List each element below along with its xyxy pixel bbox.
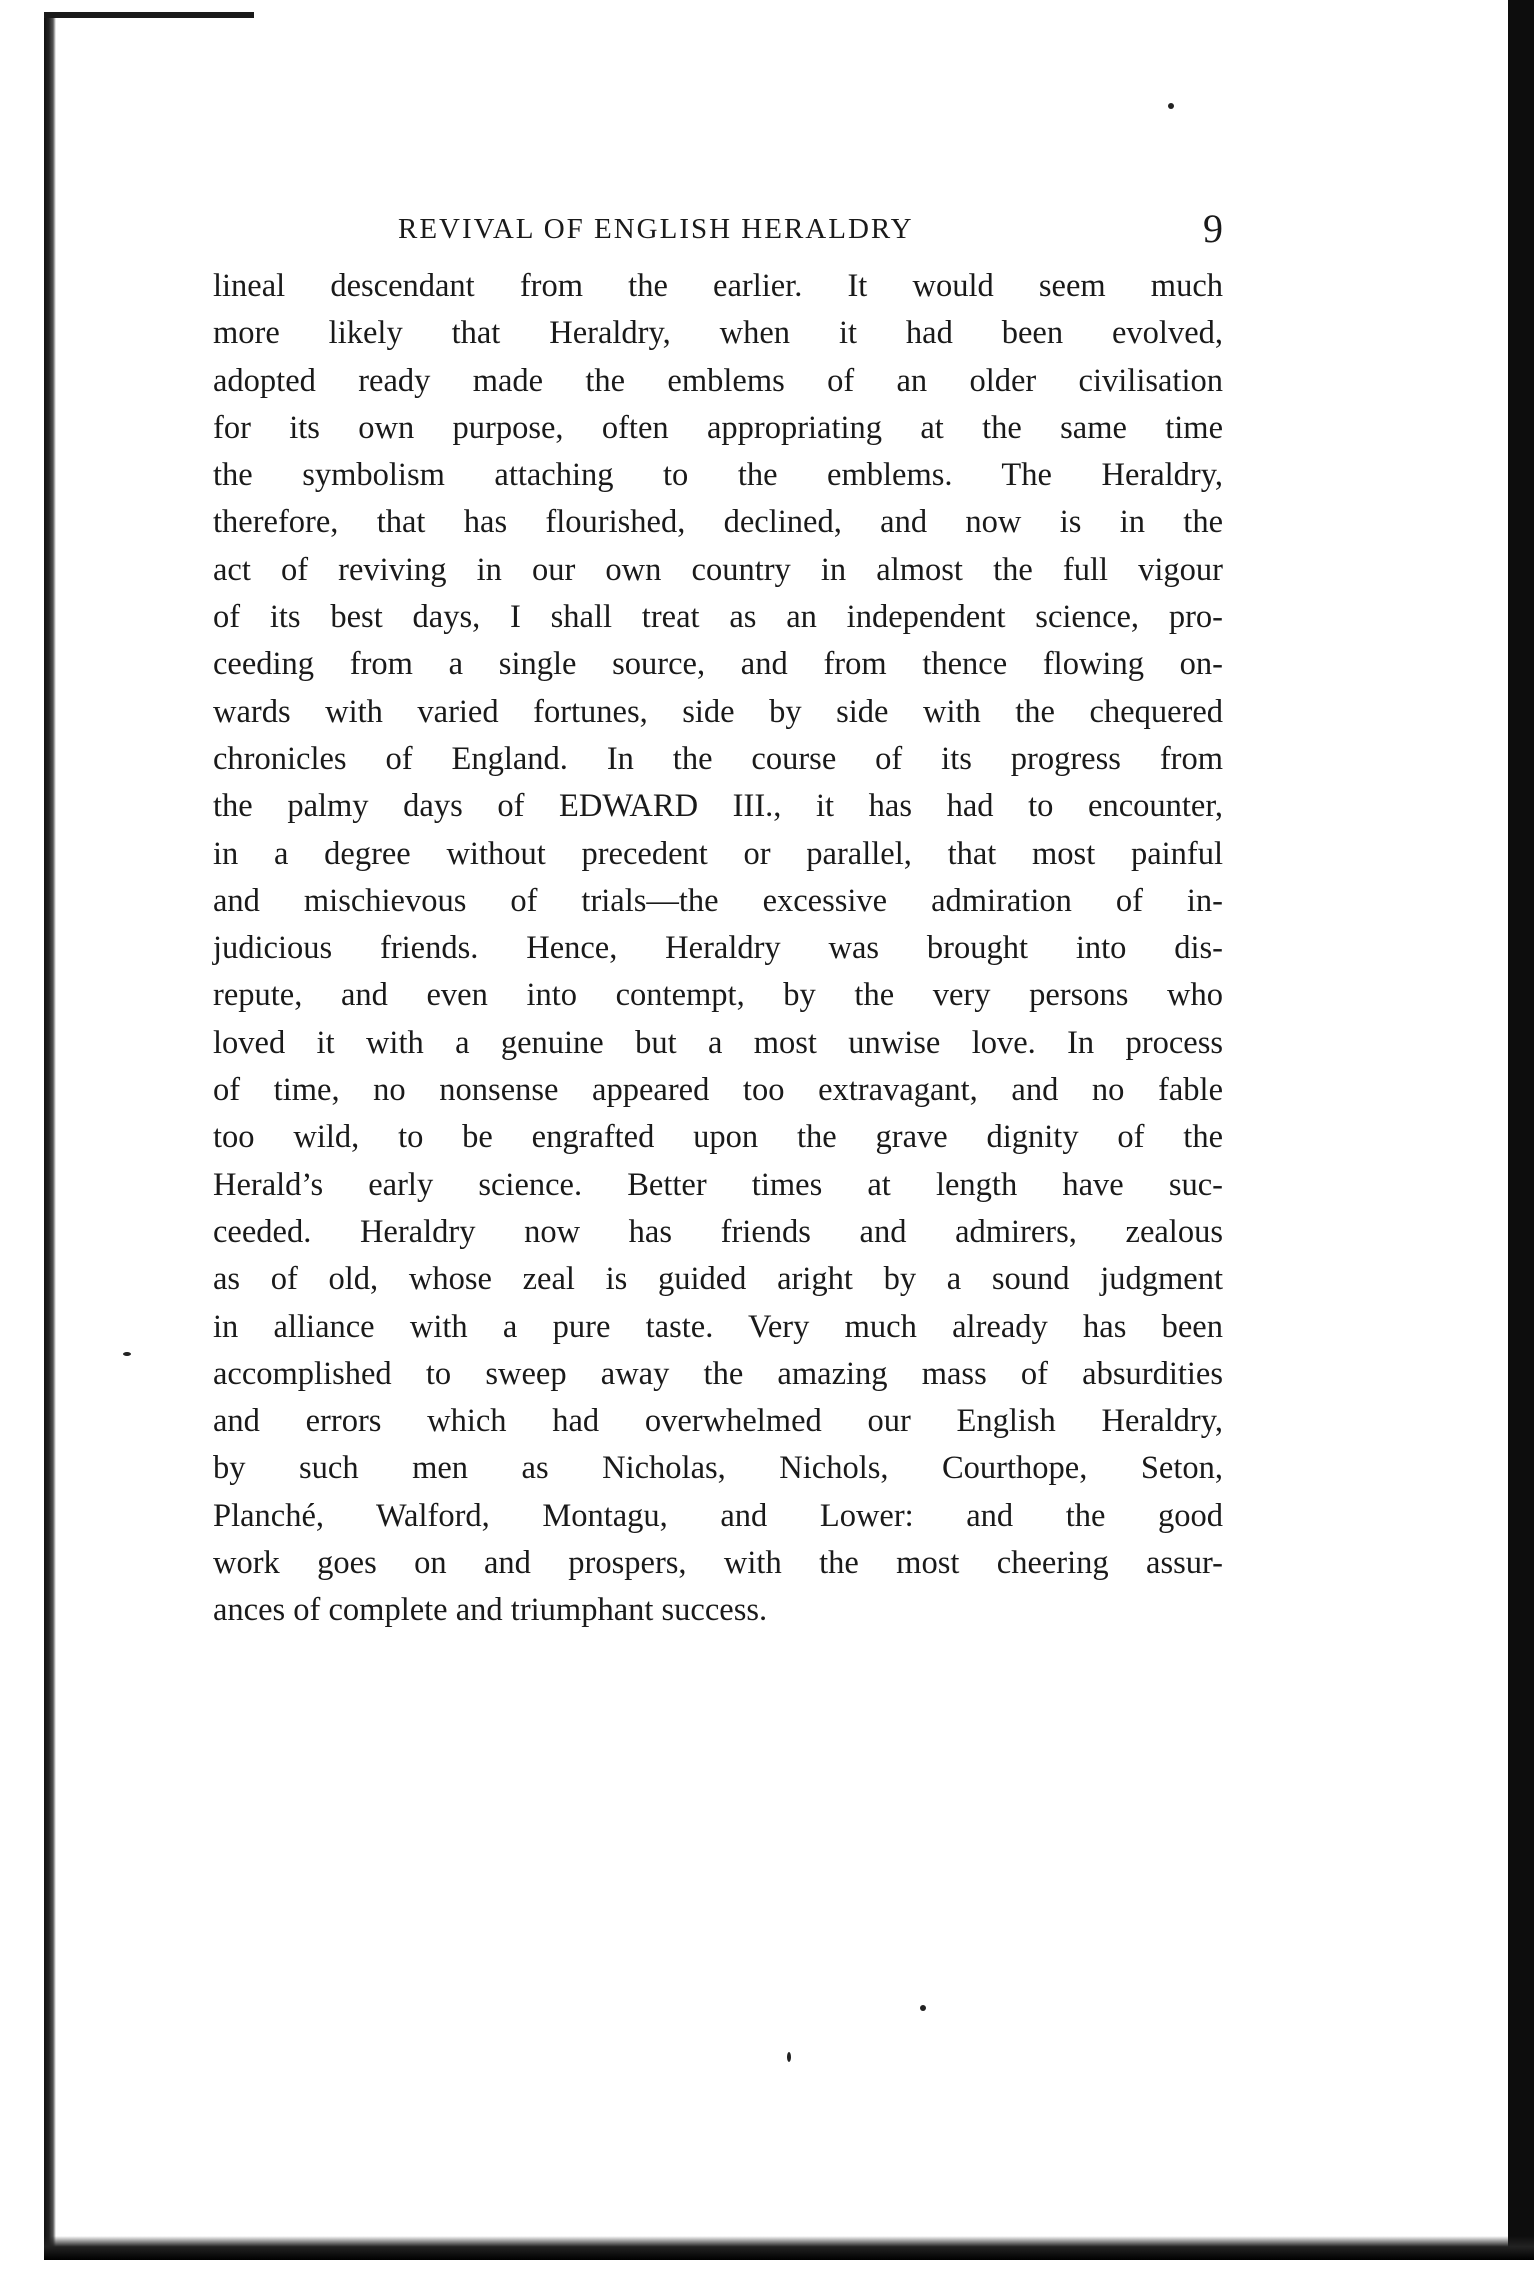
text-line: in a degree without precedent or parallel, that most painful bbox=[213, 835, 1223, 872]
scan-edge-bottom bbox=[44, 2236, 1534, 2260]
scan-speck bbox=[1168, 103, 1174, 109]
text-line: judicious friends. Hence, Heraldry was brought into dis- bbox=[213, 930, 1223, 967]
text-line: too wild, to be engrafted upon the grave dignity of the bbox=[213, 1119, 1223, 1156]
text-line: for its own purpose, often appropriating at the same time bbox=[213, 409, 1223, 446]
text-line: the palmy days of EDWARD III., it has had to encounter, bbox=[213, 788, 1223, 825]
page-header bbox=[213, 205, 1223, 255]
text-line: therefore, that has flourished, declined, and now is in the bbox=[213, 504, 1223, 541]
text-line: chronicles of England. In the course of its progress from bbox=[213, 740, 1223, 777]
text-line: loved it with a genuine but a most unwise love. In process bbox=[213, 1024, 1223, 1061]
text-line: of time, no nonsense appeared too extravagant, and no fable bbox=[213, 1072, 1223, 1109]
text-line: ances of complete and triumphant success. bbox=[213, 1592, 768, 1629]
text-line: wards with varied fortunes, side by side with the chequered bbox=[213, 693, 1223, 730]
running-title: REVIVAL OF ENGLISH HERALDRY bbox=[398, 213, 914, 245]
text-line: as of old, whose zeal is guided aright by a sound judgment bbox=[213, 1261, 1223, 1298]
text-line: and mischievous of trials—the excessive admiration of in- bbox=[213, 882, 1223, 919]
text-line: more likely that Heraldry, when it had been evolved, bbox=[213, 315, 1223, 352]
text-line: in alliance with a pure taste. Very much already has been bbox=[213, 1308, 1223, 1345]
scan-edge-top bbox=[44, 12, 254, 18]
text-line: of its best days, I shall treat as an independent science, pro- bbox=[213, 599, 1223, 636]
text-line: and errors which had overwhelmed our English Heraldry, bbox=[213, 1403, 1223, 1440]
scan-speck bbox=[123, 1352, 131, 1356]
text-line: lineal descendant from the earlier. It would seem much bbox=[213, 268, 1223, 304]
text-line: ceeded. Heraldry now has friends and admirers, zealous bbox=[213, 1213, 1223, 1250]
text-line: the symbolism attaching to the emblems. The Heraldry, bbox=[213, 457, 1223, 494]
body-text bbox=[213, 263, 1223, 1635]
scan-edge-left bbox=[44, 18, 56, 2250]
text-line: by such men as Nicholas, Nichols, Courthope, Seton, bbox=[213, 1450, 1223, 1487]
text-line: ceeding from a single source, and from thence flowing on- bbox=[213, 646, 1223, 683]
scan-edge-right bbox=[1508, 0, 1534, 2258]
scan-speck bbox=[787, 2052, 791, 2062]
text-line: act of reviving in our own country in almost the full vigour bbox=[213, 551, 1223, 588]
text-line: Planché, Walford, Montagu, and Lower: and the good bbox=[213, 1497, 1223, 1534]
text-line: Herald’s early science. Better times at length have suc- bbox=[213, 1166, 1223, 1203]
text-line: accomplished to sweep away the amazing mass of absurdities bbox=[213, 1355, 1223, 1392]
text-line: repute, and even into contempt, by the very persons who bbox=[213, 977, 1223, 1014]
text-line: adopted ready made the emblems of an older civilisation bbox=[213, 362, 1223, 399]
scan-speck bbox=[920, 2005, 926, 2011]
text-line: work goes on and prospers, with the most cheering assur- bbox=[213, 1545, 1223, 1582]
page-number: 9 bbox=[1203, 206, 1223, 251]
